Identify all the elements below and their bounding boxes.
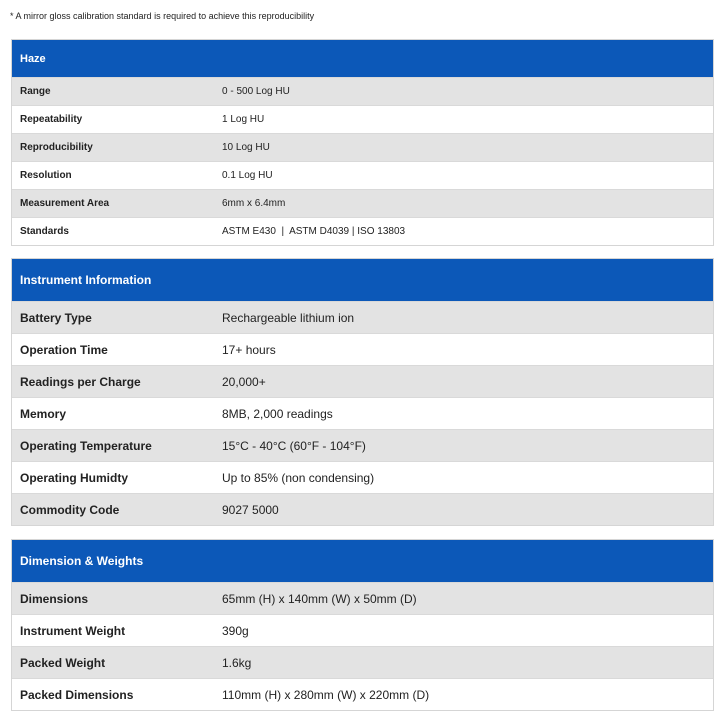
row-value: 10 Log HU bbox=[222, 142, 270, 153]
table-row bbox=[12, 646, 713, 678]
row-label: Readings per Charge bbox=[20, 374, 141, 389]
row-label: Battery Type bbox=[20, 310, 92, 325]
row-label: Operating Temperature bbox=[20, 438, 152, 453]
haze-section-header: Haze bbox=[12, 40, 713, 77]
table-row bbox=[12, 105, 713, 133]
row-label: Operating Humidty bbox=[20, 470, 129, 485]
row-value: Up to 85% (non condensing) bbox=[222, 470, 375, 485]
table-row bbox=[12, 582, 713, 614]
table-row bbox=[12, 365, 713, 397]
instrument-info-table bbox=[11, 258, 714, 526]
row-value: 390g bbox=[222, 623, 249, 638]
row-label: Instrument Weight bbox=[20, 623, 126, 638]
table-row bbox=[12, 133, 713, 161]
table-row bbox=[12, 217, 713, 245]
table-row bbox=[12, 161, 713, 189]
row-label: Dimensions bbox=[20, 591, 89, 606]
haze-spec-table bbox=[11, 39, 714, 246]
row-value: 0 - 500 Log HU bbox=[222, 86, 290, 97]
row-label: Resolution bbox=[20, 170, 72, 181]
row-value: 8MB, 2,000 readings bbox=[222, 406, 333, 421]
row-value: Rechargeable lithium ion bbox=[222, 310, 355, 325]
row-value: 110mm (H) x 280mm (W) x 220mm (D) bbox=[222, 687, 430, 702]
table-row bbox=[12, 429, 713, 461]
row-value: 9027 5000 bbox=[222, 502, 279, 517]
row-value: 17+ hours bbox=[222, 342, 276, 357]
table-row bbox=[12, 614, 713, 646]
row-value: ASTM E430 | ASTM D4039 | ISO 13803 bbox=[222, 226, 406, 237]
row-label: Packed Dimensions bbox=[20, 687, 134, 702]
table-row bbox=[12, 301, 713, 333]
dimension-weights-section-header: Dimension & Weights bbox=[12, 540, 713, 582]
row-value: 15°C - 40°C (60°F - 104°F) bbox=[222, 438, 366, 453]
row-value: 1.6kg bbox=[222, 655, 252, 670]
row-value: 1 Log HU bbox=[222, 114, 265, 125]
row-value: 65mm (H) x 140mm (W) x 50mm (D) bbox=[222, 591, 417, 606]
row-label: Reproducibility bbox=[20, 142, 93, 153]
table-row bbox=[12, 678, 713, 710]
dimension-weights-table bbox=[11, 539, 714, 711]
row-label: Operation Time bbox=[20, 342, 108, 357]
table-row bbox=[12, 189, 713, 217]
table-row bbox=[12, 461, 713, 493]
table-row bbox=[12, 397, 713, 429]
row-value: 20,000+ bbox=[222, 374, 266, 389]
row-label: Repeatability bbox=[20, 114, 83, 125]
row-label: Memory bbox=[20, 406, 67, 421]
row-label: Measurement Area bbox=[20, 198, 110, 209]
row-label: Commodity Code bbox=[20, 502, 120, 517]
row-label: Range bbox=[20, 86, 51, 97]
row-value: 0.1 Log HU bbox=[222, 170, 273, 181]
footnote: * A mirror gloss calibration standard is required to achieve this reproducibility bbox=[10, 11, 315, 21]
table-row bbox=[12, 493, 713, 525]
table-row bbox=[12, 77, 713, 105]
row-value: 6mm x 6.4mm bbox=[222, 198, 286, 209]
row-label: Packed Weight bbox=[20, 655, 106, 670]
table-row bbox=[12, 333, 713, 365]
instrument-info-section-header: Instrument Information bbox=[12, 259, 713, 301]
row-label: Standards bbox=[20, 226, 69, 237]
